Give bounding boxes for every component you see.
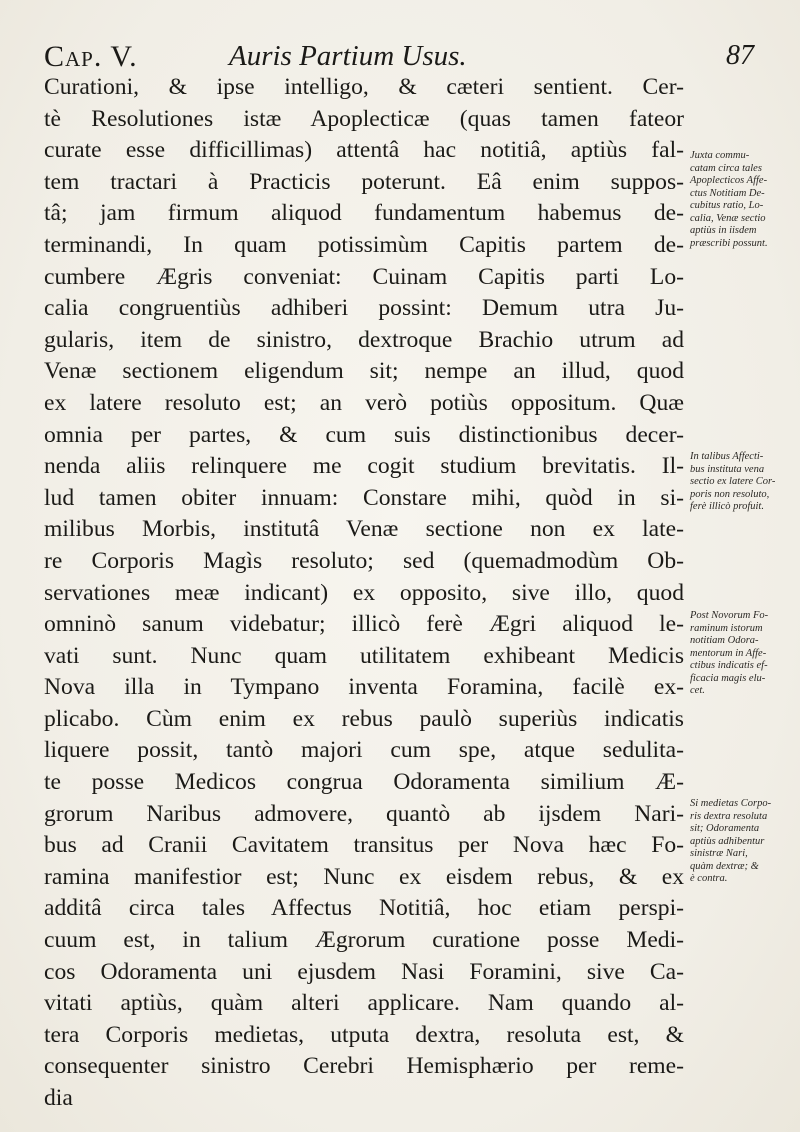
text-line: plicabo. Cùm enim ex rebus paulò superiùs indicatis — [44, 705, 684, 732]
text-line: ramina manifestior est; Nunc ex eisdem rebus, & ex — [44, 863, 684, 890]
margin-note-line: ctus Notitiam De- — [690, 187, 765, 199]
text-line: milibus Morbis, institutâ Venæ sectione non ex late- — [44, 516, 684, 543]
text-line: terminandi, In quam potissimùm Capitis partem de- — [44, 231, 684, 258]
margin-note-line: calia, Venæ sectio — [690, 212, 766, 224]
margin-note-line: præscribi possunt. — [690, 237, 768, 249]
text-line: additâ circa tales Affectus Notitiâ, hoc etiam perspi- — [44, 895, 684, 922]
text-line: cos Odoramenta uni ejusdem Nasi Foramini, sive Ca- — [44, 958, 684, 985]
text-line: tera Corporis medietas, utputa dextra, resoluta est, & — [44, 1021, 684, 1048]
main-text-block — [44, 72, 684, 1115]
text-line: grorum Naribus admovere, quantò ab ijsdem Nari- — [44, 800, 684, 827]
margin-note-line: cubitus ratio, Lo- — [690, 200, 764, 211]
margin-note-line: bus instituta vena — [690, 463, 765, 475]
margin-note-line: Apoplecticos Affe- — [690, 175, 768, 186]
margin-note-line: aptiùs in iisdem — [690, 225, 757, 236]
margin-note — [690, 451, 790, 514]
text-line: curate esse difficillimas) attentâ hac notitiâ, aptiùs fal- — [44, 137, 684, 164]
margin-note-line: notitiam Odora- — [690, 635, 759, 646]
text-line: ex latere resoluto est; an verò potiùs oppositum. Quæ — [44, 389, 684, 416]
margin-notes — [690, 0, 790, 1132]
text-line: consequenter sinistro Cerebri Hemisphærio per reme- — [44, 1053, 684, 1080]
margin-note — [690, 150, 790, 250]
text-line: cumbere Ægris conveniat: Cuinam Capitis parti Lo- — [44, 263, 684, 290]
text-line: dia — [44, 1085, 73, 1111]
text-line: omninò sanum videbatur; illicò ferè Ægri aliquod le- — [44, 611, 684, 638]
margin-note — [690, 798, 790, 886]
text-line: tè Resolutiones istæ Apoplecticæ (quas tamen fateor — [44, 105, 684, 132]
margin-note-line: Si medietas Corpo- — [690, 798, 772, 809]
margin-note-line: Juxta commu- — [690, 150, 750, 161]
margin-note-line: poris non resoluto, — [690, 488, 770, 500]
text-line: cuum est, in talium Ægrorum curatione posse Medi- — [44, 927, 684, 954]
text-line: re Corporis Magìs resoluto; sed (quemadmodùm Ob- — [44, 547, 684, 574]
margin-note-line: mentorum in Affe- — [690, 647, 767, 659]
text-line: vati sunt. Nunc quam utilitatem exhibeant Medicis — [44, 642, 684, 669]
margin-note-line: ferè illicò profuit. — [690, 501, 764, 512]
text-line: tem tractari à Practicis poterunt. Eâ enim suppos- — [44, 168, 684, 195]
text-line: liquere possit, tantò majori cum spe, atque sedulita- — [44, 737, 684, 764]
margin-note-line: Post Novorum Fo- — [690, 610, 769, 621]
text-line: vitati aptiùs, quàm alteri applicare. Nam quando al- — [44, 990, 684, 1017]
margin-note-line: ctibus indicatis ef- — [690, 660, 768, 671]
text-line: te posse Medicos congrua Odoramenta similium Æ- — [44, 769, 684, 796]
margin-note-line: ficacia magis elu- — [690, 672, 766, 684]
text-line: calia congruentiùs adhiberi possint: Demum utra Ju- — [44, 295, 684, 322]
text-line: tâ; jam firmum aliquod fundamentum habemus de- — [44, 200, 684, 227]
chapter-label: Cap. V. — [44, 40, 138, 73]
text-line: gularis, item de sinistro, dextroque Brachio utrum ad — [44, 326, 684, 353]
margin-note-line: è contra. — [690, 873, 728, 884]
page-number: 87 — [726, 40, 754, 71]
margin-note-line: cet. — [690, 685, 705, 696]
margin-note-line: quàm dextræ; & — [690, 860, 759, 872]
margin-note-line: aptiùs adhibentur — [690, 835, 765, 847]
text-line: Curationi, & ipse intelligo, & cæteri sentient. Cer- — [44, 74, 684, 100]
margin-note — [690, 610, 790, 698]
text-line: Nova illa in Tympano inventa Foramina, facilè ex- — [44, 674, 684, 701]
margin-note-line: sectio ex latere Cor- — [690, 476, 776, 487]
margin-note-line: ris dextra resoluta — [690, 810, 768, 822]
text-line: Venæ sectionem eligendum sit; nempe an illud, quod — [44, 358, 684, 385]
margin-note-line: sinistræ Nari, — [690, 848, 748, 859]
margin-note-line: raminum istorum — [690, 622, 763, 634]
text-line: omnia per partes, & cum suis distinctionibus decer- — [44, 421, 684, 448]
text-line: nenda aliis relinquere me cogit studium brevitatis. Il- — [44, 453, 684, 480]
margin-note-line: catam circa tales — [690, 162, 762, 174]
text-line: lud tamen obiter innuam: Constare mihi, quòd in si- — [44, 484, 684, 511]
text-line: servationes meæ indicant) ex opposito, sive illo, quod — [44, 579, 684, 606]
margin-note-line: sit; Odoramenta — [690, 823, 760, 834]
text-line: bus ad Cranii Cavitatem transitus per Nova hæc Fo- — [44, 832, 684, 859]
running-title: Auris Partium Usus. — [229, 40, 467, 72]
margin-note-line: In talibus Affecti- — [690, 451, 764, 462]
